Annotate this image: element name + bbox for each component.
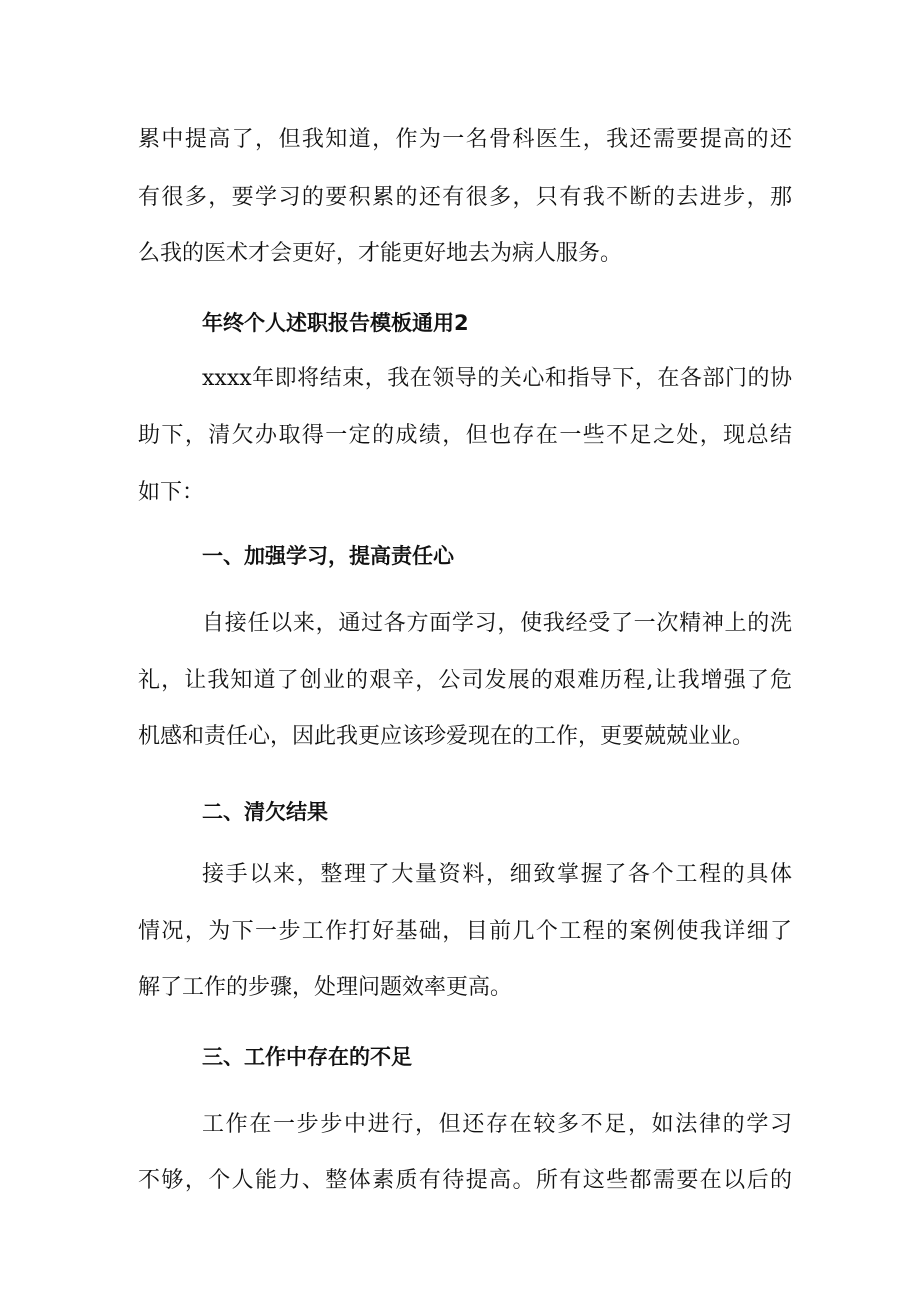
body-text-line: 情况，为下一步工作打好基础，目前几个工程的案例使我详细了 [138,919,792,944]
section-heading-2: 二、清欠结果 [202,800,328,824]
body-text-line: xxxx年即将结束，我在领导的关心和指导下，在各部门的协 [202,366,792,391]
body-text-line: 机感和责任心，因此我更应该珍爱现在的工作，更要兢兢业业。 [138,724,755,749]
body-text-line: 不够，个人能力、整体素质有待提高。所有这些都需要在以后的 [138,1168,792,1193]
section-heading-3: 三、工作中存在的不足 [202,1045,412,1069]
body-text-line: 么我的医术才会更好，才能更好地去为病人服务。 [138,241,623,266]
section-heading-1: 一、加强学习，提高责任心 [202,544,454,568]
body-text-line: 工作在一步步中进行，但还存在较多不足，如法律的学习 [202,1112,792,1137]
body-text-line: 累中提高了，但我知道，作为一名骨科医生，我还需要提高的还 [138,127,792,152]
body-text-line: 礼，让我知道了创业的艰辛，公司发展的艰难历程,让我增强了危 [138,668,792,693]
section-title: 年终个人述职报告模板通用2 [202,311,469,335]
body-text-line: 如下： [138,480,205,505]
body-text-line: 接手以来，整理了大量资料，细致掌握了各个工程的具体 [202,862,792,887]
body-text-line: 解了工作的步骤，处理问题效率更高。 [138,975,513,1000]
body-text-line: 自接任以来，通过各方面学习，使我经受了一次精神上的洗 [202,611,792,636]
body-text-line: 助下，清欠办取得一定的成绩，但也存在一些不足之处，现总结 [138,423,792,448]
body-text-line: 有很多，要学习的要积累的还有很多，只有我不断的去进步，那 [138,185,792,210]
